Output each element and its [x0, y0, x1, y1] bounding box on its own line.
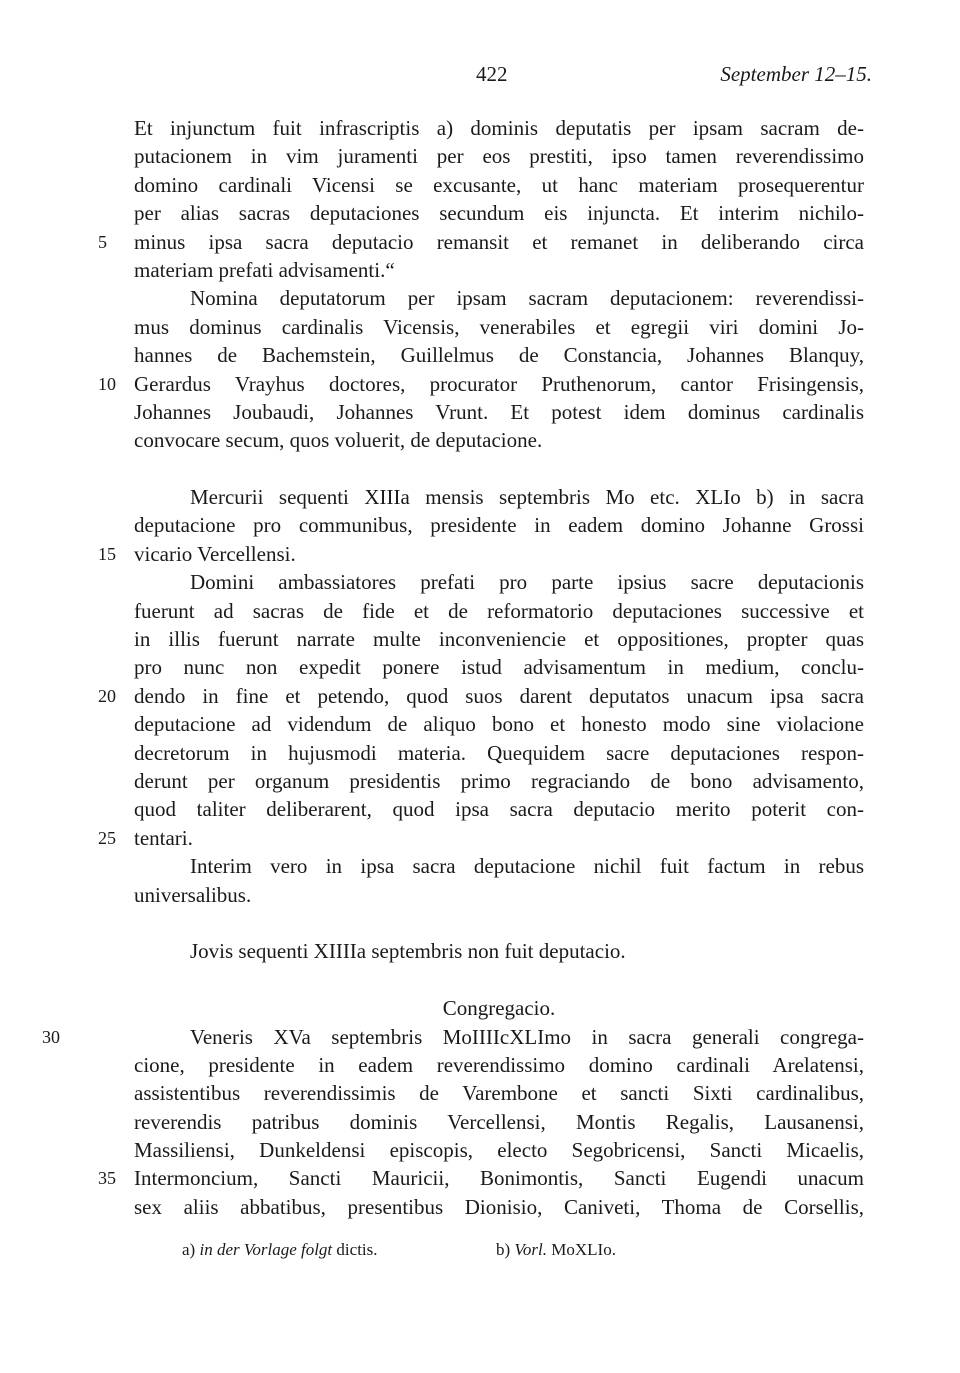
- text-line: Massiliensi, Dunkeldensi episcopis, electo Segobricensi, Sancti Micaelis,: [134, 1138, 864, 1163]
- footnote-italic: in der Vorlage folgt: [199, 1240, 333, 1259]
- page-number: 422: [476, 62, 508, 86]
- text-line-content: minus ipsa sacra deputacio remansit et remanet in deliberando circa: [134, 229, 864, 254]
- text-line: mus dominus cardinalis Vicensis, venerabiles et egregii viri domini Jo-: [134, 314, 864, 339]
- text-line: deputacione pro communibus, presidente in eadem domino Johanne Grossi: [134, 513, 864, 538]
- text-line: assistentibus reverendissimis de Varembone et sancti Sixti cardinalibus,: [134, 1081, 864, 1106]
- text-line: [42, 1023, 864, 1051]
- text-line-content: dendo in fine et petendo, quod suos darent deputatos unacum ipsa sacra: [134, 683, 864, 708]
- line-number: 35: [98, 1168, 116, 1189]
- text-line: materiam prefati advisamenti.“: [134, 257, 395, 282]
- text-line: universalibus.: [134, 882, 252, 907]
- text-line: Interim vero in ipsa sacra deputacione nichil fuit factum in rebus: [190, 854, 864, 879]
- text-line: convocare secum, quos voluerit, de deputacione.: [134, 428, 543, 453]
- text-line: Et injunctum fuit infrascriptis a) dominis deputatis per ipsam sacram de-: [134, 116, 864, 140]
- text-line-content: vicario Vercellensi.: [134, 541, 296, 566]
- line-number: 15: [98, 543, 116, 564]
- text-line-content: tentari.: [134, 825, 193, 850]
- running-head: September 12–15.: [720, 62, 872, 86]
- section-heading: Congregacio.: [442, 996, 556, 1021]
- text-line: per alias sacras deputaciones secundum eis injuncta. Et interim nichilo-: [134, 201, 864, 226]
- text-line: pro nunc non expedit ponere istud advisamentum in medium, conclu-: [134, 655, 864, 680]
- line-number: 5: [98, 231, 107, 252]
- text-line: quod taliter deliberarent, quod ipsa sacra deputacio merito poterit con-: [134, 797, 864, 822]
- text-line: derunt per organum presidentis primo regraciando de bono advisamento,: [134, 768, 864, 793]
- text-line: [98, 228, 864, 256]
- text-line: Johannes Joubaudi, Johannes Vrunt. Et potest idem dominus cardinalis: [134, 399, 864, 424]
- text-line: [98, 540, 864, 568]
- text-line-content: Veneris XVa septembris MoIIIIcXLImo in sacra generali congrega-: [190, 1024, 864, 1049]
- paragraph-gap: [134, 966, 864, 994]
- text-line: Domini ambassiatores prefati pro parte ipsius sacre deputacionis: [190, 570, 864, 595]
- footnote-marker: a): [182, 1240, 196, 1259]
- text-line: decretorum in hujusmodi materia. Quequidem sacre deputaciones respon-: [134, 740, 864, 765]
- page-header: [0, 62, 960, 92]
- paragraph-gap: [134, 909, 864, 937]
- text-line: [98, 682, 864, 710]
- footnote-marker: b): [496, 1240, 511, 1259]
- line-number: 25: [98, 827, 116, 848]
- footnotes: [0, 1240, 960, 1264]
- text-line: Nomina deputatorum per ipsam sacram deputacionem: reverendissi-: [190, 286, 864, 311]
- text-line-content: Intermoncium, Sancti Mauricii, Bonimontis, Sancti Eugendi unacum: [134, 1166, 864, 1191]
- footnote-a: [182, 1240, 378, 1260]
- text-line: sex aliis abbatibus, presentibus Dionisio, Caniveti, Thoma de Corsellis,: [134, 1194, 864, 1219]
- text-line: Jovis sequenti XIIIIa septembris non fuit deputacio.: [190, 939, 626, 964]
- line-number: 30: [42, 1026, 60, 1047]
- text-line-content: Gerardus Vrayhus doctores, procurator Pruthenorum, cantor Frisingensis,: [134, 371, 864, 396]
- text-line: [98, 1164, 864, 1192]
- paragraph-gap: [134, 455, 864, 483]
- text-line: fuerunt ad sacras de fide et de reformatorio deputaciones successive et: [134, 598, 864, 623]
- line-number: 10: [98, 373, 116, 394]
- text-line: putacionem in vim juramenti per eos prestiti, ipso tamen reverendissimo: [134, 144, 864, 169]
- footnote-b: [496, 1240, 616, 1260]
- footnote-text: MoXLIo.: [551, 1240, 616, 1259]
- text-line: Mercurii sequenti XIIIa mensis septembris Mo etc. XLIo b) in sacra: [190, 485, 864, 510]
- body-text: [42, 114, 864, 1221]
- text-line: in illis fuerunt narrate multe inconveniencie et oppositiones, propter quas: [134, 627, 864, 652]
- footnote-italic: Vorl.: [514, 1240, 548, 1259]
- text-line: reverendis patribus dominis Vercellensi, Montis Regalis, Lausanensi,: [134, 1109, 864, 1134]
- text-line: hannes de Bachemstein, Guillelmus de Constancia, Johannes Blanquy,: [134, 343, 864, 368]
- text-line: [98, 370, 864, 398]
- text-line: cione, presidente in eadem reverendissimo domino cardinali Arelatensi,: [134, 1052, 864, 1077]
- footnote-text: dictis.: [336, 1240, 378, 1259]
- text-line: domino cardinali Vicensi se excusante, ut hanc materiam prosequerentur: [134, 172, 864, 197]
- text-line: deputacione ad videndum de aliquo bono et honesto modo sine violacione: [134, 712, 864, 737]
- text-line: [98, 824, 864, 852]
- line-number: 20: [98, 685, 116, 706]
